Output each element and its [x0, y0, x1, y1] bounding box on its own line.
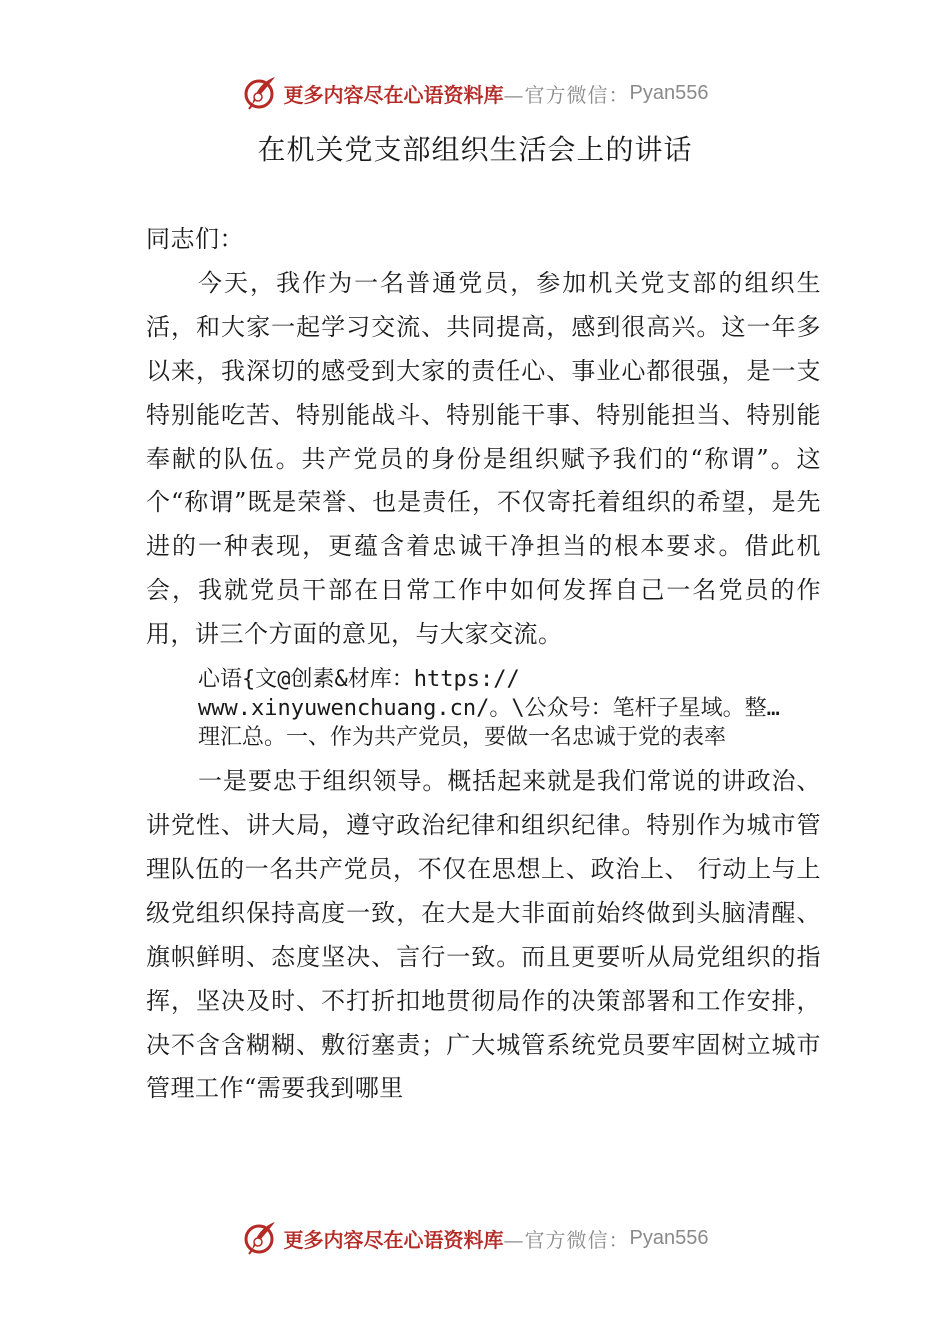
- banner-library-text: 更多内容尽在心语资料库: [283, 1227, 504, 1252]
- banner-wechat-id: Pyan556: [629, 1226, 709, 1249]
- banner-wechat-label: —官方微信：: [503, 1227, 630, 1252]
- footer-banner: [0, 1218, 950, 1258]
- document-body: [146, 218, 821, 1111]
- banner-wechat-label: —官方微信：: [503, 82, 630, 107]
- paragraph-loyalty: 一是要忠于组织领导。概括起来就是我们常说的讲政治、讲党性、讲大局，遵守政治纪律和组织纪律。特别作为城市管理队伍的一名共产党员，不仅在思想上、政治上、 行动上与上级党组织保持高度一致，在大是大非面前始终做到头脑清醒、旗帜鲜明、态度坚决、言行一致。而且更要听从局党组织的指挥，坚决及时、不打折扣地贯彻局作的决策部署和工作安排，决不含含糊糊、敷衍塞责；广大城管系统党员要牢固树立城市管理工作“需要我到哪里: [146, 767, 821, 1103]
- source-note-line: 心语{文@创素&材库：https://: [198, 667, 520, 693]
- feather-quill-logo-icon: [242, 75, 278, 111]
- source-note: [198, 665, 821, 752]
- source-note-line: 理汇总。一、作为共产党员，要做一名忠诚于党的表率: [198, 725, 727, 751]
- banner-library-text: 更多内容尽在心语资料库: [283, 82, 504, 107]
- banner-wechat-id: Pyan556: [629, 81, 709, 104]
- paragraph-intro: 今天，我作为一名普通党员，参加机关党支部的组织生活，和大家一起学习交流、共同提高，感到很高兴。这一年多以来，我深切的感受到大家的责任心、事业心都很强，是一支特别能吃苦、特别能战斗、特别能干事、特别能担当、特别能奉献的队伍。共产党员的身份是组织赋予我们的“称谓”。这个“称谓”既是荣誉、也是责任，不仅寄托着组织的希望，是先进的一种表现，更蕴含着忠诚干净担当的根本要求。借此机会，我就党员干部在日常工作中如何发挥自己一名党员的作用，讲三个方面的意见，与大家交流。: [146, 268, 821, 649]
- header-banner: [0, 73, 950, 113]
- document-title: 在机关党支部组织生活会上的讲话: [257, 133, 693, 166]
- greeting: 同志们：: [146, 225, 244, 253]
- feather-quill-logo-icon: [242, 1220, 278, 1256]
- source-note-line: www.xinyuwenchuang.cn/。\公众号：笔杆子星域。整…: [198, 696, 780, 722]
